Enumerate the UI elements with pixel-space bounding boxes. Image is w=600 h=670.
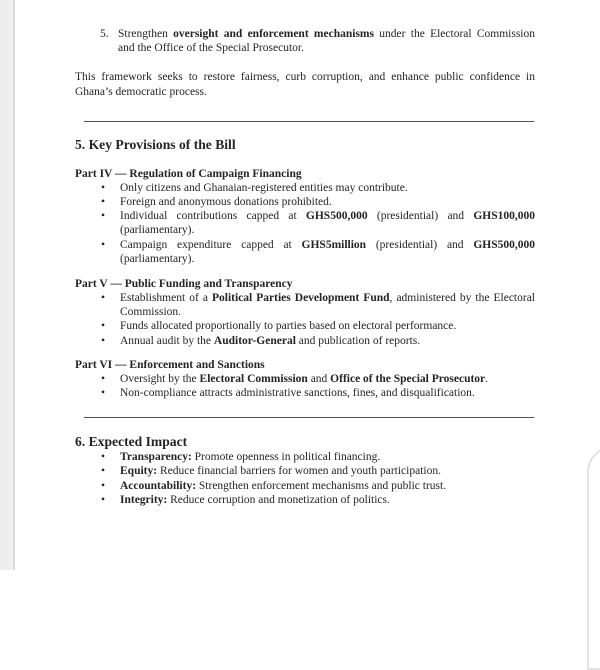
bullet-list-expected-impact — [75, 450, 535, 507]
list-item — [75, 238, 535, 266]
list-item — [75, 181, 535, 195]
bullet-icon: • — [101, 493, 106, 506]
bullet-icon: • — [101, 210, 106, 223]
section-divider — [84, 417, 534, 418]
bullet-icon: • — [101, 372, 106, 385]
bullet-text: Integrity: Reduce corruption and monetization of politics. — [120, 493, 390, 506]
bullet-icon: • — [101, 196, 106, 209]
section-heading-key-provisions: 5. Key Provisions of the Bill — [75, 136, 236, 152]
list-item — [75, 372, 535, 386]
section-divider — [84, 121, 534, 122]
part-heading-part-vi: Part VI — Enforcement and Sanctions — [75, 358, 265, 371]
numbered-item-text: Strengthen oversight and enforcement mechanisms under the Electoral Commission and the Office of the Special Prosecutor. — [118, 28, 536, 55]
list-item — [75, 334, 535, 348]
bullet-list-part-iv — [75, 181, 535, 266]
list-item — [75, 493, 535, 507]
bullet-text: Individual contributions capped at GHS500,000 (presidential) and GHS100,000 (parliamentary). — [120, 210, 535, 237]
bullet-icon: • — [101, 465, 106, 478]
document-page — [75, 0, 535, 507]
bullet-text: Foreign and anonymous donations prohibited. — [120, 196, 332, 209]
bullet-text: Campaign expenditure capped at GHS5million (presidential) and GHS500,000 (parliamentary). — [120, 238, 535, 265]
part-heading-part-v: Part V — Public Funding and Transparency — [75, 278, 293, 291]
section-heading-expected-impact: 6. Expected Impact — [75, 434, 188, 450]
bullet-text: Oversight by the Electoral Commission and Office of the Special Prosecutor. — [120, 372, 489, 385]
bullet-icon: • — [101, 387, 106, 400]
list-item — [75, 450, 535, 464]
bullet-text: Accountability: Strengthen enforcement mechanisms and public trust. — [120, 479, 447, 492]
bullet-icon: • — [101, 451, 106, 464]
bullet-list-part-v — [75, 291, 535, 348]
bullet-icon: • — [101, 479, 106, 492]
bullet-icon: • — [101, 320, 106, 333]
bullet-icon: • — [101, 334, 106, 347]
bullet-text: Annual audit by the Auditor-General and publication of reports. — [120, 334, 421, 347]
bullet-icon: • — [101, 181, 106, 194]
intro-paragraph: This framework seeks to restore fairness, curb corruption, and enhance public confidence in Ghana’s democratic process. — [75, 71, 535, 98]
bullet-icon: • — [101, 238, 106, 251]
bullet-list-part-vi — [75, 372, 535, 400]
list-item — [75, 386, 535, 400]
list-item — [75, 291, 535, 319]
bullet-text: Non-compliance attracts administrative sanctions, fines, and disqualification. — [120, 387, 475, 400]
bullet-text: Establishment of a Political Parties Development Fund, administered by the Electoral Commission. — [120, 292, 536, 319]
bullet-text: Funds allocated proportionally to parties based on electoral performance. — [120, 320, 457, 333]
list-item — [75, 209, 535, 237]
list-item — [75, 195, 535, 209]
bullet-icon: • — [101, 292, 106, 305]
page-edge-strip — [0, 0, 15, 570]
list-item — [75, 464, 535, 478]
item-number: 5. — [100, 28, 109, 40]
overlay-card-corner — [587, 446, 600, 670]
bullet-text: Equity: Reduce financial barriers for women and youth participation. — [120, 465, 441, 478]
list-item — [75, 319, 535, 333]
bullet-text: Only citizens and Ghanaian-registered entities may contribute. — [120, 181, 408, 194]
numbered-item-5 — [75, 27, 535, 55]
list-item — [75, 479, 535, 493]
part-heading-part-iv: Part IV — Regulation of Campaign Financing — [75, 167, 302, 180]
bullet-text: Transparency: Promote openness in political financing. — [120, 451, 381, 464]
